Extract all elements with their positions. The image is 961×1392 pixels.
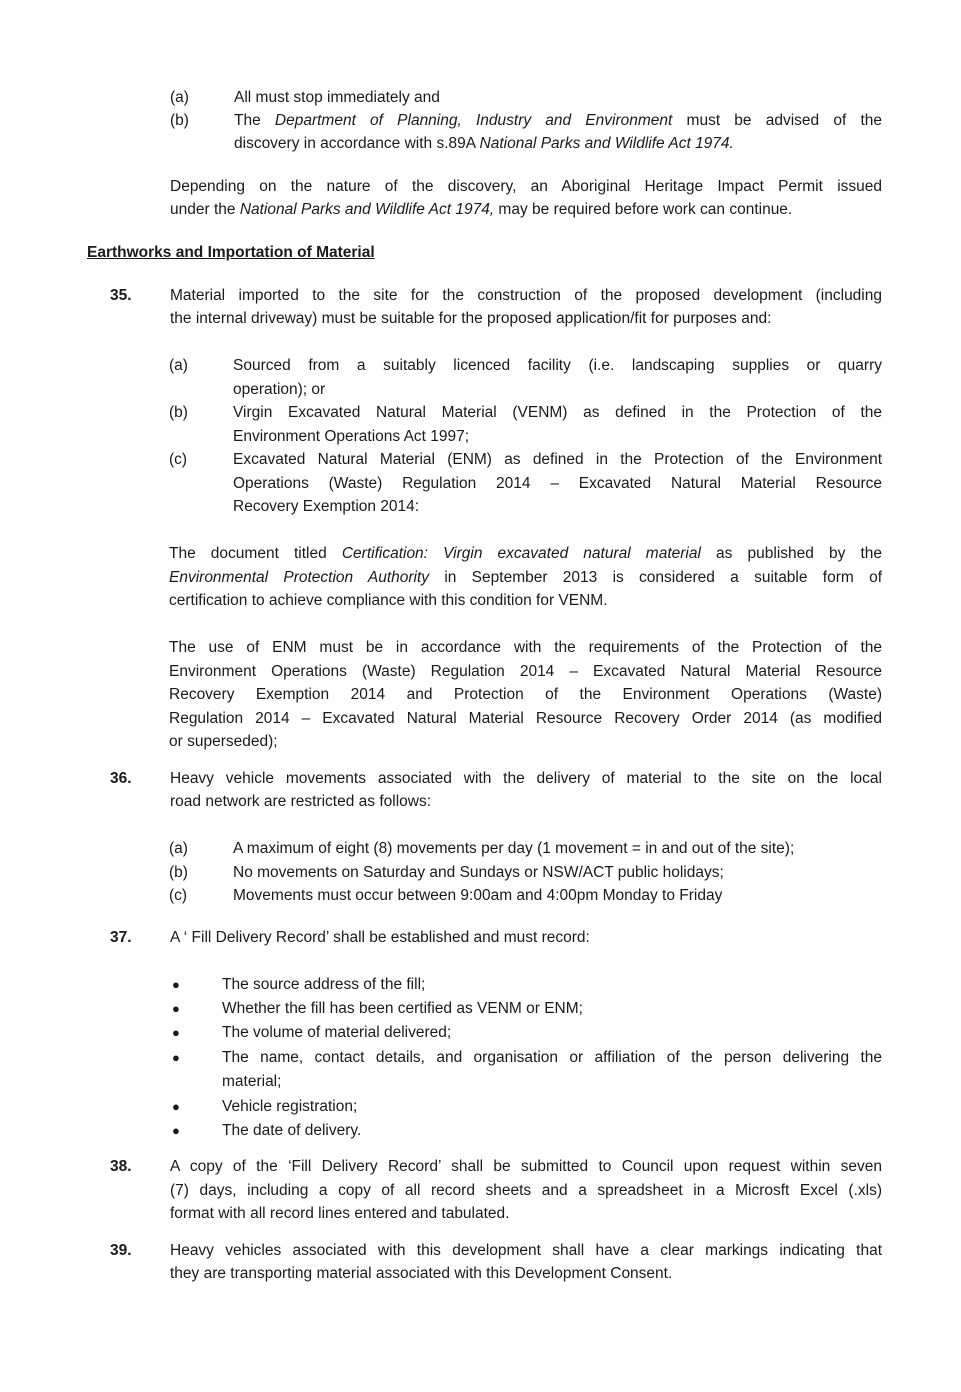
item-text: discovery in accordance with s.89A National Parks and Wildlife Act 1974. [234,135,734,152]
paragraph: Depending on the nature of the discovery, an Aboriginal Heritage Impact Permit issued [170,178,882,195]
paragraph: Regulation 2014 – Excavated Natural Material Resource Recovery Order 2014 (as modified [169,710,882,727]
item-label: (a) [169,357,188,374]
bullet-icon: ● [172,977,180,992]
bullet-text: material; [222,1073,282,1090]
paragraph: The use of ENM must be in accordance with the requirements of the Protection of the [169,639,882,656]
item-text: A maximum of eight (8) movements per day (1 movement = in and out of the site); [233,840,795,857]
item-text: Operations (Waste) Regulation 2014 – Excavated Natural Material Resource [233,475,882,492]
bullet-text: The volume of material delivered; [222,1024,452,1041]
item-label: (b) [170,112,189,129]
item-text: Excavated Natural Material (ENM) as defined in the Protection of the Environment [233,451,882,468]
condition-number: 38. [110,1158,132,1175]
item-text: No movements on Saturday and Sundays or NSW/ACT public holidays; [233,864,724,881]
condition-text: A ‘ Fill Delivery Record’ shall be established and must record: [170,929,590,946]
paragraph: or superseded); [169,733,278,750]
paragraph: under the National Parks and Wildlife Act 1974, may be required before work can continue. [170,201,793,218]
condition-number: 35. [110,287,132,304]
bullet-text: The date of delivery. [222,1122,362,1139]
condition-text: format with all record lines entered and tabulated. [170,1205,510,1222]
item-text: Recovery Exemption 2014: [233,498,420,515]
condition-text: A copy of the ‘Fill Delivery Record’ shall be submitted to Council upon request within seven [170,1158,882,1175]
item-text: Environment Operations Act 1997; [233,428,470,445]
item-text: Virgin Excavated Natural Material (VENM) as defined in the Protection of the [233,404,882,421]
item-text: The Department of Planning, Industry and Environment must be advised of the [234,112,882,129]
condition-text: road network are restricted as follows: [170,793,432,810]
bullet-text: The name, contact details, and organisation or affiliation of the person delivering the [222,1049,882,1066]
condition-text: Heavy vehicle movements associated with the delivery of material to the site on the local [170,770,882,787]
bullet-text: Whether the fill has been certified as VENM or ENM; [222,1000,583,1017]
bullet-icon: ● [172,1050,180,1065]
paragraph: Environmental Protection Authority in September 2013 is considered a suitable form of [169,569,882,586]
item-text: Movements must occur between 9:00am and 4:00pm Monday to Friday [233,887,723,904]
paragraph: Environment Operations (Waste) Regulation 2014 – Excavated Natural Material Resource [169,663,882,680]
condition-number: 39. [110,1242,132,1259]
bullet-icon: ● [172,1123,180,1138]
bullet-icon: ● [172,1001,180,1016]
item-label: (b) [169,404,188,421]
item-label: (b) [169,864,188,881]
condition-text: Material imported to the site for the construction of the proposed development (including [170,287,882,304]
condition-text: the internal driveway) must be suitable for the proposed application/fit for purposes and: [170,310,772,327]
condition-text: they are transporting material associated with this Development Consent. [170,1265,673,1282]
condition-number: 37. [110,929,132,946]
bullet-icon: ● [172,1025,180,1040]
condition-text: Heavy vehicles associated with this development shall have a clear markings indicating that [170,1242,882,1259]
bullet-icon: ● [172,1099,180,1114]
condition-text: (7) days, including a copy of all record sheets and a spreadsheet in a Microsft Excel (.xls) [170,1182,882,1199]
item-label: (c) [169,887,188,904]
paragraph: Recovery Exemption 2014 and Protection of the Environment Operations (Waste) [169,686,882,703]
item-label: (c) [169,451,188,468]
section-heading: Earthworks and Importation of Material [87,244,375,261]
item-text: operation); or [233,381,326,398]
item-label: (a) [169,840,188,857]
paragraph: certification to achieve compliance with this condition for VENM. [169,592,608,609]
item-label: (a) [170,89,189,106]
paragraph: The document titled Certification: Virgin excavated natural material as published by the [169,545,882,562]
bullet-text: The source address of the fill; [222,976,426,993]
item-text: All must stop immediately and [234,89,440,106]
condition-number: 36. [110,770,132,787]
item-text: Sourced from a suitably licenced facility (i.e. landscaping supplies or quarry [233,357,882,374]
bullet-text: Vehicle registration; [222,1098,358,1115]
